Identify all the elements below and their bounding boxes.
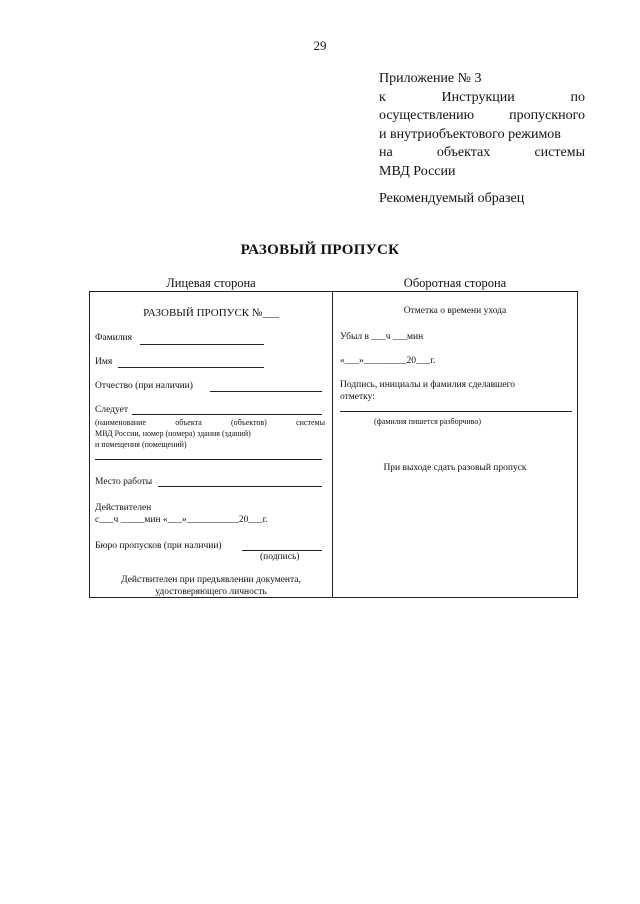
appendix-line-4: и внутриобъектового режимов <box>379 126 561 142</box>
legible-caption: (фамилия пишется разборчиво) <box>374 417 482 426</box>
follows-label: Следует <box>95 405 128 415</box>
left-at-field: Убыл в ___ч ___мин <box>340 332 424 342</box>
appendix-line-2 <box>379 89 585 108</box>
front-pass-title: РАЗОВЫЙ ПРОПУСК №___ <box>143 307 279 319</box>
document-title: РАЗОВЫЙ ПРОПУСК <box>240 242 400 258</box>
pass-bureau-label: Бюро пропусков (при наличии) <box>95 541 222 551</box>
appendix-word: осуществлению <box>379 108 475 123</box>
appendix-line-6: МВД России <box>379 163 456 179</box>
recommended-sample-label: Рекомендуемый образец <box>379 191 525 206</box>
surname-label: Фамилия <box>95 333 133 343</box>
premises-line <box>95 459 322 460</box>
appendix-word: Инструкции <box>441 89 515 105</box>
workplace-line <box>158 486 322 487</box>
follows-note-line-1 <box>95 418 325 427</box>
appendix-word: пропускного <box>509 108 585 123</box>
signature-instruction-line-1: Подпись, инициалы и фамилия сделавшего <box>340 380 516 390</box>
surname-line <box>140 344 264 345</box>
workplace-label: Место работы <box>95 477 153 487</box>
name-line <box>118 367 264 368</box>
bureau-signature-line <box>242 550 322 551</box>
appendix-word: к <box>379 89 386 105</box>
note-word: системы <box>296 418 325 427</box>
page-number: 29 <box>313 38 327 53</box>
patronymic-label: Отчество (при наличии) <box>95 381 193 391</box>
name-label: Имя <box>95 357 113 367</box>
back-side-label: Оборотная сторона <box>403 276 507 290</box>
valid-label: Действителен <box>95 503 152 513</box>
note-word: объекта <box>175 418 202 427</box>
appendix-word: на <box>379 145 393 160</box>
front-footer-line-2: удостоверяющего личность <box>155 587 267 597</box>
signature-caption: (подпись) <box>260 552 300 562</box>
appendix-word: по <box>570 89 585 105</box>
appendix-line-5 <box>379 144 585 163</box>
exit-date-field: «___»_________20___г. <box>340 356 436 366</box>
appendix-line-1: Приложение № 3 <box>379 71 482 86</box>
back-signature-line <box>340 411 572 412</box>
follows-note-line-3: и помещения (помещений) <box>95 440 187 449</box>
note-word: (объектов) <box>231 418 267 427</box>
valid-time-field: с___ч _____мин «___»___________20___г. <box>95 515 268 525</box>
appendix-block <box>379 70 585 181</box>
exit-time-mark-title: Отметка о времени ухода <box>403 306 507 316</box>
appendix-line-3 <box>379 107 585 126</box>
exit-return-note: При выходе сдать разовый пропуск <box>383 463 527 473</box>
appendix-word: системы <box>534 145 585 160</box>
follows-line <box>132 414 322 415</box>
note-word: (наименование <box>95 418 147 427</box>
signature-instruction-line-2: отметку: <box>340 392 375 402</box>
patronymic-line <box>210 391 322 392</box>
front-side-label: Лицевая сторона <box>166 276 256 290</box>
appendix-word: объектах <box>436 145 491 160</box>
pass-form-divider <box>332 291 333 598</box>
front-footer-line-1: Действителен при предъявлении документа, <box>121 575 301 585</box>
follows-note-line-2: МВД России, номер (номера) здания (зданий) <box>95 429 251 438</box>
